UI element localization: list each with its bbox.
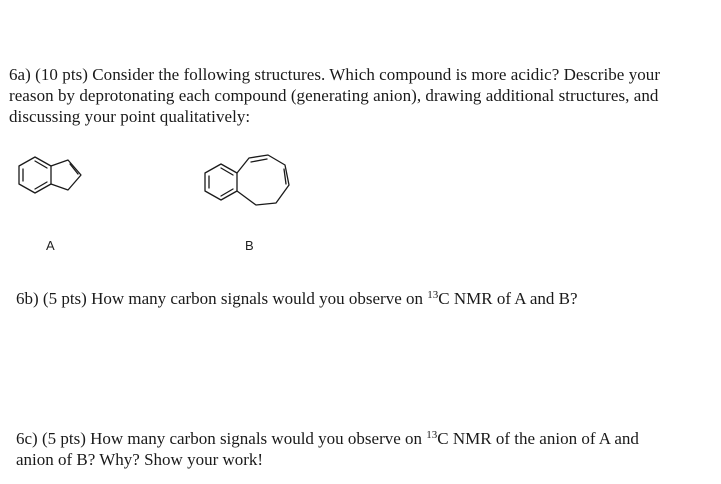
indene-five-ring-double-bond	[70, 164, 78, 174]
benzocycloheptene-drawing	[200, 147, 300, 213]
question-6a-line-1: 6a) (10 pts) Consider the following structures. Which compound is more acidic? Describe your	[9, 65, 661, 84]
question-6c-line-2: anion of B? Why? Show your work!	[16, 450, 264, 469]
structure-a-indene	[10, 150, 90, 200]
question-6c-suffix: C NMR of the anion of A and	[437, 429, 639, 448]
question-6c-superscript: 13	[426, 429, 438, 441]
structure-b-label: B	[245, 238, 254, 253]
b-benzene-ring	[205, 164, 237, 200]
b-seven-ring-double-bond-1	[251, 159, 267, 162]
question-6c-prefix: 6c) (5 pts) How many carbon signals would you observe on	[16, 429, 427, 448]
structure-a-label: A	[46, 238, 55, 253]
question-6c	[16, 428, 706, 470]
question-6b	[16, 288, 578, 309]
indene-five-ring	[51, 160, 81, 190]
question-6a	[9, 64, 715, 127]
question-6a-line-3: discussing your point qualitatively:	[9, 107, 251, 126]
structure-b-benzocycloheptene	[200, 147, 300, 213]
indene-drawing	[10, 150, 90, 200]
question-6b-prefix: 6b) (5 pts) How many carbon signals would you observe on	[16, 289, 428, 308]
question-6b-suffix: C NMR of A and B?	[438, 289, 578, 308]
question-6b-superscript: 13	[427, 289, 439, 301]
question-6c-line-1	[16, 428, 706, 449]
indene-benzene-ring	[19, 157, 51, 193]
question-6a-line-2: reason by deprotonating each compound (generating anion), drawing additional structures, and	[9, 86, 659, 105]
b-seven-ring	[237, 155, 289, 205]
